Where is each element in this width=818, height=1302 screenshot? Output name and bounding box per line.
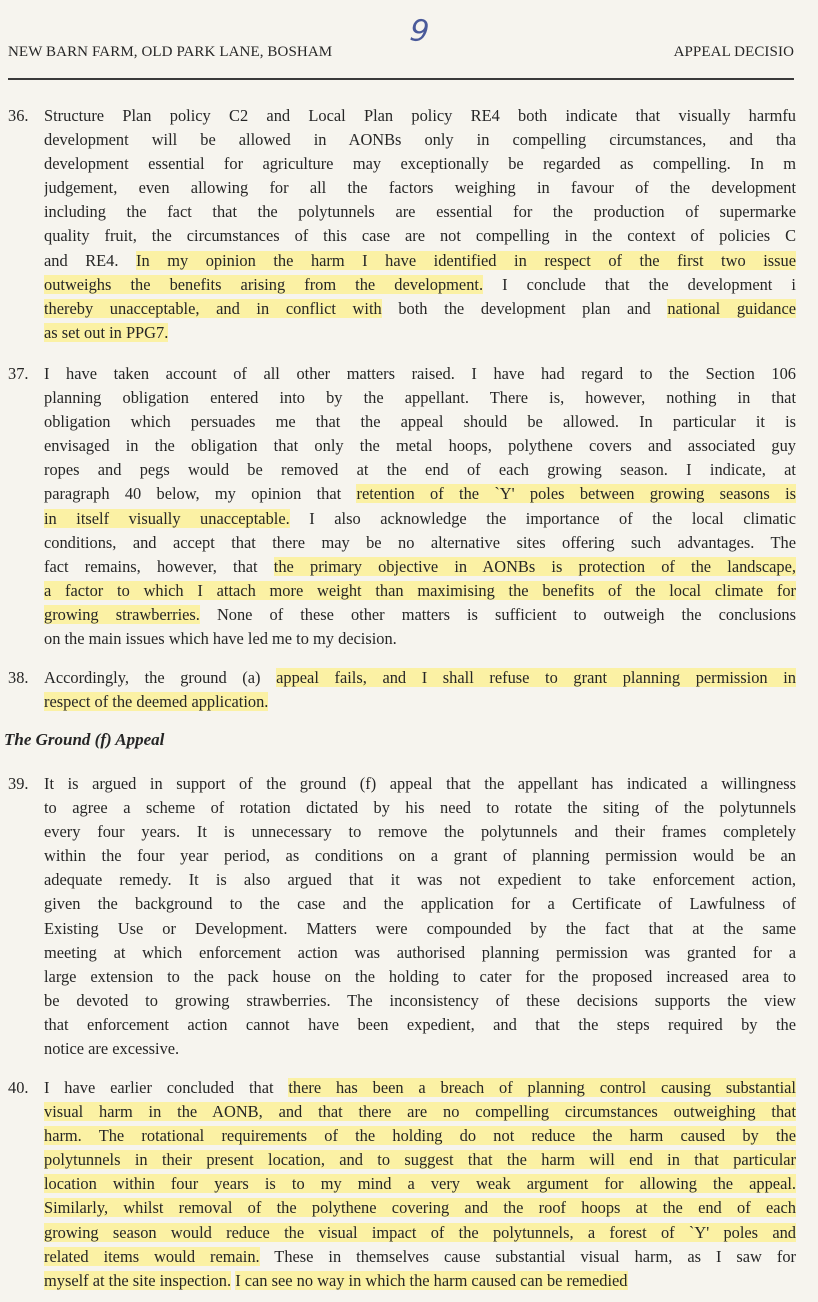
highlighted-text: location within four years is to my mind a very weak argument for allowing the appeal. bbox=[44, 1174, 796, 1194]
text-run: These in themselves cause substantial visual harm, as I saw for bbox=[259, 1246, 796, 1266]
text-run: both the development plan and bbox=[381, 298, 668, 318]
text-line bbox=[44, 820, 796, 844]
text-line bbox=[44, 482, 796, 506]
text-line bbox=[44, 917, 796, 941]
text-line bbox=[44, 1076, 796, 1100]
text-line bbox=[44, 362, 796, 386]
paragraph-body bbox=[44, 362, 796, 651]
text-run: notice are excessive. bbox=[44, 1039, 180, 1059]
text-line bbox=[44, 297, 796, 321]
text-line bbox=[44, 321, 796, 345]
text-line bbox=[44, 666, 796, 690]
text-line bbox=[44, 1221, 796, 1245]
highlighted-text: polytunnels in their present location, and to suggest that the harm will end in that particular bbox=[44, 1150, 796, 1170]
text-line bbox=[44, 507, 796, 531]
text-run: Accordingly, the ground (a) bbox=[44, 668, 277, 687]
text-line bbox=[44, 200, 796, 224]
highlighted-text: national guidance bbox=[667, 298, 796, 318]
header-site-name: NEW BARN FARM, OLD PARK LANE, BOSHAM bbox=[8, 44, 333, 60]
highlighted-text: appeal fails, and I shall refuse to grant planning permission in bbox=[276, 668, 796, 687]
paragraph-number: 36. bbox=[8, 106, 29, 125]
text-line bbox=[44, 104, 796, 128]
handwritten-page-number: 9 bbox=[408, 13, 431, 50]
paragraph-number: 38. bbox=[8, 668, 29, 687]
text-line bbox=[44, 1269, 796, 1293]
text-line bbox=[44, 1245, 796, 1269]
text-line bbox=[44, 965, 796, 989]
text-line bbox=[44, 690, 796, 714]
highlighted-text: respect of the deemed application. bbox=[44, 692, 269, 712]
text-line bbox=[44, 273, 796, 297]
text-run: None of these other matters is sufficient to outweigh the conclusions bbox=[199, 604, 796, 624]
text-run: given the background to the case and the application for a Certificate of Lawfulness of bbox=[44, 894, 796, 914]
paragraph-body bbox=[44, 1076, 796, 1293]
highlighted-text: thereby unacceptable, and in conflict with bbox=[44, 298, 382, 318]
highlighted-text: outweighs the benefits arising from the development. bbox=[44, 274, 484, 294]
highlighted-text: growing season would reduce the visual impact of the polytunnels, a forest of `Y' poles and bbox=[44, 1222, 796, 1242]
paragraph-37 bbox=[8, 362, 796, 651]
text-line bbox=[44, 1124, 796, 1148]
text-line bbox=[44, 1196, 796, 1220]
highlighted-text: growing strawberries. bbox=[44, 604, 200, 624]
text-run: every four years. It is unnecessary to remove the polytunnels and their frames completely bbox=[44, 822, 796, 842]
text-run: I also acknowledge the importance of the local climatic bbox=[289, 508, 796, 528]
highlighted-text: retention of the `Y' poles between growing seasons is bbox=[356, 484, 796, 504]
highlighted-text: I can see no way in which the harm caused can be remedied bbox=[235, 1270, 628, 1290]
text-run: that enforcement action cannot have been expedient, and that the steps required by the bbox=[44, 1014, 796, 1034]
text-run: ropes and pegs would be removed at the end of each growing season. I indicate, at bbox=[44, 460, 796, 480]
text-line bbox=[44, 434, 796, 458]
text-line bbox=[44, 458, 796, 482]
text-line bbox=[44, 941, 796, 965]
paragraph-38 bbox=[8, 666, 796, 714]
paragraph-body bbox=[44, 772, 796, 1061]
text-run: development will be allowed in AONBs only in compelling circumstances, and tha bbox=[44, 130, 796, 150]
text-run: conditions, and accept that there may be no alternative sites offering such advantages. The bbox=[44, 532, 796, 552]
paragraph-40 bbox=[8, 1076, 796, 1293]
text-run: obligation which persuades me that the appeal should be allowed. In particular it is bbox=[44, 412, 796, 432]
highlighted-text: harm. bbox=[44, 1126, 82, 1146]
text-line bbox=[44, 989, 796, 1013]
highlighted-text: The rotational requirements of the holding do not reduce the harm caused by the bbox=[81, 1126, 796, 1146]
text-line bbox=[44, 152, 796, 176]
text-line bbox=[44, 868, 796, 892]
paragraph-36 bbox=[8, 104, 796, 345]
text-run: including the fact that the polytunnels are essential for the production of supermarke bbox=[44, 202, 796, 222]
text-line bbox=[44, 531, 796, 555]
highlighted-text: Similarly, whilst removal of the polythene covering and the roof hoops at the end of each bbox=[44, 1198, 796, 1218]
paragraph-39 bbox=[8, 772, 796, 1061]
highlighted-text: a factor to which I attach more weight than maximising the benefits of the local climate for bbox=[44, 580, 796, 600]
text-run: I have taken account of all other matters raised. I have had regard to the Section 106 bbox=[44, 364, 796, 383]
text-run: on the main issues which have led me to my decision. bbox=[44, 629, 397, 649]
section-heading: The Ground (f) Appeal bbox=[4, 730, 165, 749]
text-line bbox=[44, 249, 796, 273]
text-line bbox=[44, 772, 796, 796]
text-run: quality fruit, the circumstances of this case are not compelling in the context of policies C bbox=[44, 226, 796, 246]
paragraph-number: 40. bbox=[8, 1078, 29, 1097]
text-run: planning obligation entered into by the appellant. There is, however, nothing in that bbox=[44, 388, 796, 408]
text-run: large extension to the pack house on the holding to cater for the proposed increased area to bbox=[44, 966, 796, 986]
highlighted-text: visual harm in the AONB, and that there are no compelling circumstances outweighing that bbox=[44, 1102, 796, 1122]
text-line bbox=[44, 128, 796, 152]
text-run: Existing Use or Development. Matters were compounded by the fact that at the same bbox=[44, 918, 796, 938]
text-run: and RE4. bbox=[44, 250, 137, 270]
text-run: It is argued in support of the ground (f) appeal that the appellant has indicated a willingness bbox=[44, 774, 796, 793]
text-line bbox=[44, 603, 796, 627]
paragraph-body bbox=[44, 104, 796, 345]
text-run: Structure Plan policy C2 and Local Plan policy RE4 both indicate that visually harmfu bbox=[44, 106, 796, 125]
text-run: envisaged in the obligation that only the metal hoops, polythene covers and associated guy bbox=[44, 436, 796, 456]
text-line bbox=[44, 1037, 796, 1061]
highlighted-text: In my opinion the harm I have identified in respect of the first two issue bbox=[136, 250, 796, 270]
text-run: be devoted to growing strawberries. The inconsistency of these decisions supports the view bbox=[44, 990, 796, 1010]
text-line bbox=[44, 555, 796, 579]
paragraph-number: 37. bbox=[8, 364, 29, 383]
text-run: I have earlier concluded that bbox=[44, 1078, 289, 1097]
text-run: fact remains, however, that bbox=[44, 556, 274, 576]
text-line bbox=[44, 1148, 796, 1172]
paragraph-body bbox=[44, 666, 796, 714]
text-run: within the four year period, as conditions on a grant of planning permission would be an bbox=[44, 846, 796, 866]
text-run: adequate remedy. It is also argued that it was not expedient to take enforcement action, bbox=[44, 870, 796, 890]
highlighted-text: as set out in PPG7. bbox=[44, 322, 169, 342]
text-run: to agree a scheme of rotation dictated by his need to rotate the siting of the polytunnels bbox=[44, 798, 796, 818]
text-line bbox=[44, 1172, 796, 1196]
highlighted-text: myself at the site inspection. bbox=[44, 1270, 232, 1290]
text-line bbox=[44, 844, 796, 868]
header-divider bbox=[8, 78, 794, 80]
highlighted-text: the primary objective in AONBs is protection of the landscape, bbox=[273, 556, 796, 576]
highlighted-text: related items would remain. bbox=[44, 1246, 260, 1266]
highlighted-text: in itself visually unacceptable. bbox=[44, 508, 290, 528]
text-line bbox=[44, 176, 796, 200]
text-line bbox=[44, 410, 796, 434]
text-run: judgement, even allowing for all the factors weighing in favour of the development bbox=[44, 178, 796, 198]
text-run: development essential for agriculture may exceptionally be regarded as compelling. In m bbox=[44, 154, 796, 174]
text-run: I conclude that the development i bbox=[483, 274, 796, 294]
text-line bbox=[44, 892, 796, 916]
text-run: meeting at which enforcement action was authorised planning permission was granted for a bbox=[44, 942, 796, 962]
text-line bbox=[44, 627, 796, 651]
text-line bbox=[44, 796, 796, 820]
page-header bbox=[8, 44, 794, 68]
text-line bbox=[44, 1013, 796, 1037]
text-run: paragraph 40 below, my opinion that bbox=[44, 484, 357, 504]
header-document-type: APPEAL DECISIO bbox=[673, 44, 794, 60]
paragraph-number: 39. bbox=[8, 774, 29, 793]
highlighted-text: there has been a breach of planning control causing substantial bbox=[288, 1078, 796, 1097]
text-line bbox=[44, 386, 796, 410]
text-line bbox=[44, 224, 796, 248]
text-line bbox=[44, 1100, 796, 1124]
text-line bbox=[44, 579, 796, 603]
